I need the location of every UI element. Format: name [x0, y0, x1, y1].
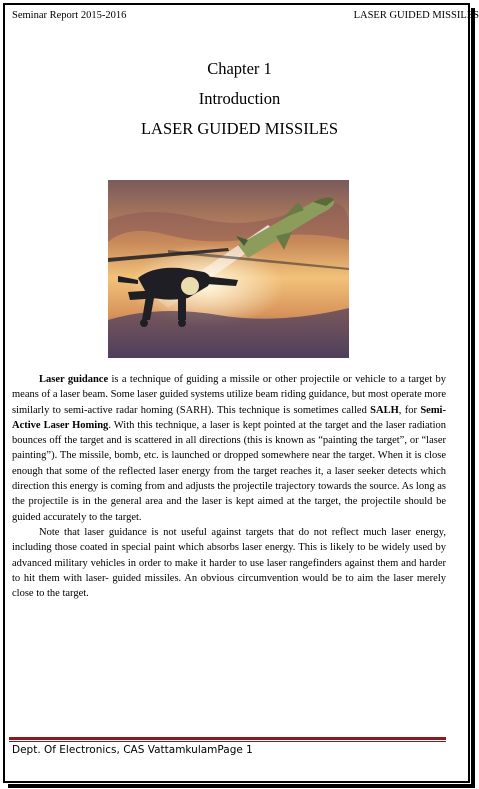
term-laser-guidance: Laser guidance	[39, 374, 109, 385]
p1-part-a: is a technique of guiding a missile or other projectile or vehicle to a target by means of a laser beam. Some laser guided systems utilize beam riding guidance, but most operate more similarly to semi-active radar homing (SARH). This technique is sometimes called	[12, 374, 446, 416]
header-topic: LASER GUIDED MISSILES	[353, 10, 479, 21]
page-footer: Dept. Of Electronics, CAS VattamkulamPage 1	[12, 744, 253, 756]
paragraph-limitations: Note that laser guidance is not useful against targets that do not reflect much laser energy, including those coated in special paint which absorbs laser energy. This is likely to be widely used by advanced military vehicles in order to make it harder to use laser rangefinders against them and harder to hit them with laser- guided missiles. An obvious circumvention would be to aim the laser merely close to the target.	[12, 526, 446, 600]
term-semi-active-laser-homing: Semi-Active Laser Homing	[12, 404, 446, 431]
running-header	[12, 10, 479, 24]
term-salh: SALH	[370, 404, 399, 416]
header-report-title: Seminar Report 2015-2016	[12, 10, 127, 21]
chapter-number: Chapter 1	[207, 59, 272, 78]
paragraph-laser-guidance	[12, 372, 446, 525]
footer-rule-thin	[9, 741, 446, 742]
footer-rule	[9, 737, 446, 740]
chapter-heading	[0, 54, 479, 144]
chapter-section: Introduction	[198, 89, 281, 108]
p1-part-b: , for	[398, 404, 421, 416]
missile-photo	[108, 180, 349, 358]
p1-part-c: . With this technique, a laser is kept pointed at the target and the laser radiation bounces off the target and is scattered in all directions (this is known as “painting the target”, or “laser painting”). The missile, bomb, etc. is launched or dropped somewhere near the target. When it is close enough that some of the reflected laser energy from the target reaches it, a laser seeker detects which direction this energy is coming from and adjusts the projectile trajectory towards the source. As long as the projectile is in the general area and the laser is kept aimed at the target, the projectile should be guided accurately to the target.	[12, 419, 446, 523]
body-text	[12, 372, 446, 601]
chapter-topic: LASER GUIDED MISSILES	[140, 119, 339, 138]
